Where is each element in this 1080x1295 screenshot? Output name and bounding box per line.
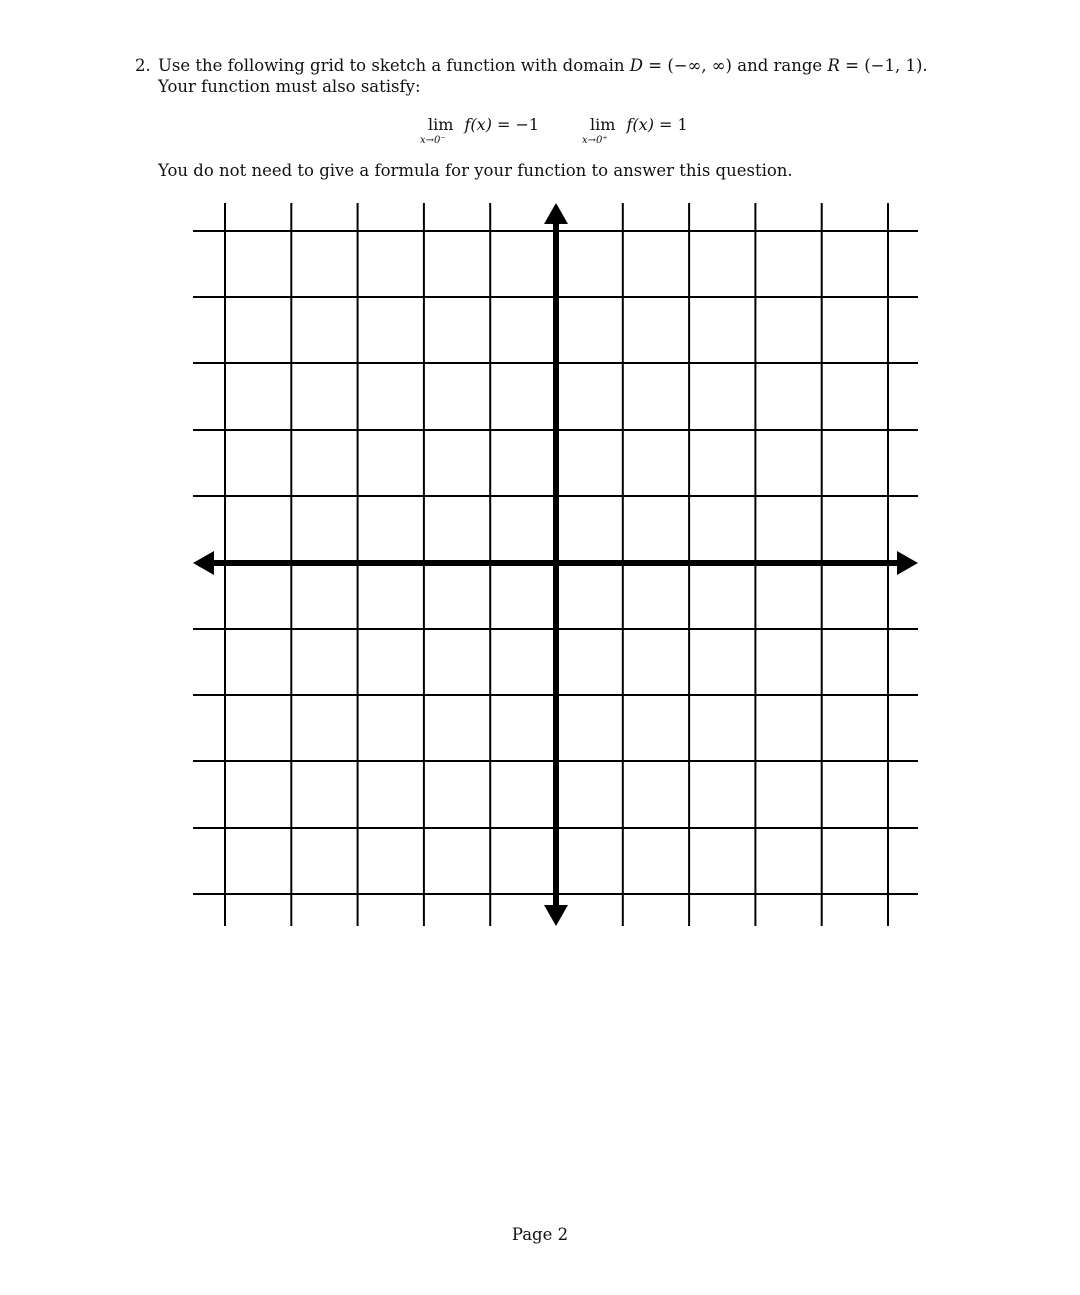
y-axis-up-arrow <box>544 203 568 224</box>
right-limit-subscript: x→0⁺ <box>582 135 608 146</box>
right-limit-function: f(x) <box>626 115 654 134</box>
page-number: Page 2 <box>511 1225 569 1244</box>
question-line-2: Your function must also satisfy: <box>158 77 421 96</box>
question-text-start: Use the following grid to sketch a function with domain <box>158 56 630 75</box>
x-axis-right-arrow <box>897 551 918 575</box>
question-text-mid: and range <box>732 56 828 75</box>
left-limit-function: f(x) <box>464 115 492 134</box>
question-line-3: You do not need to give a formula for your function to answer this question. <box>158 161 793 180</box>
right-limit-result: = 1 <box>653 115 688 134</box>
range-variable: R <box>827 56 840 75</box>
domain-value: = (−∞, ∞) <box>643 56 732 75</box>
left-limit-subscript: x→0⁻ <box>420 135 446 146</box>
x-axis-left-arrow <box>193 551 214 575</box>
question-number: 2. <box>135 56 151 75</box>
right-limit-lim: lim <box>590 115 616 134</box>
y-axis-down-arrow <box>544 905 568 926</box>
domain-variable: D <box>629 56 643 75</box>
left-limit-result: = −1 <box>491 115 540 134</box>
axes <box>193 203 918 926</box>
left-limit-lim: lim <box>428 115 454 134</box>
range-value: = (−1, 1). <box>839 56 928 75</box>
